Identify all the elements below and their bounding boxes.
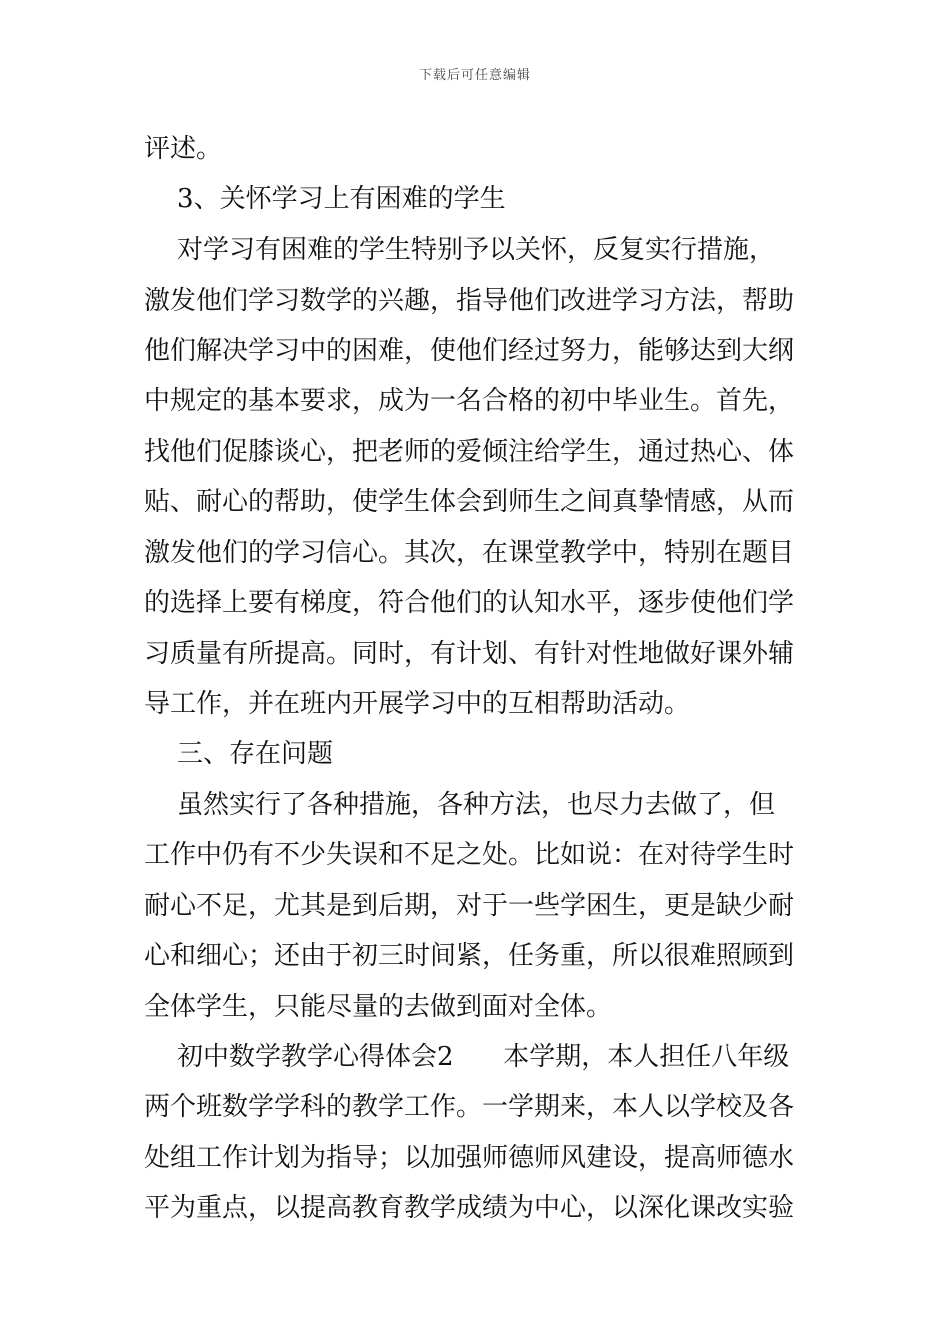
text-line: 平为重点，以提高教育教学成绩为中心，以深化课改实验 (144, 1193, 795, 1223)
text-line: 处组工作计划为指导；以加强师德师风建设，提高师德水 (144, 1143, 795, 1173)
text-line: 工作中仍有不少失误和不足之处。比如说：在对待学生时 (144, 840, 795, 870)
text-line: 心和细心；还由于初三时间紧，任务重，所以很难照顾到 (144, 941, 795, 971)
text-line: 激发他们学习数学的兴趣，指导他们改进学习方法，帮助 (144, 286, 795, 316)
text-line: 两个班数学学科的教学工作。一学期来，本人以学校及各 (144, 1092, 795, 1122)
text-line: 导工作，并在班内开展学习中的互相帮助活动。 (144, 689, 691, 719)
text-line: 中规定的基本要求，成为一名合格的初中毕业生。首先， (144, 386, 795, 416)
text-line: 耐心不足，尤其是到后期，对于一些学困生，更是缺少耐 (144, 891, 795, 921)
text-line: 激发他们的学习信心。其次，在课堂教学中，特别在题目 (144, 538, 795, 568)
text-line: 贴、耐心的帮助，使学生体会到师生之间真挚情感，从而 (144, 487, 795, 517)
text-line: 习质量有所提高。同时，有计划、有针对性地做好课外辅 (144, 639, 795, 669)
text-line: 评述。 (144, 134, 223, 164)
text-line: 的选择上要有梯度，符合他们的认知水平，逐步使他们学 (144, 588, 795, 618)
text-line: 找他们促膝谈心，把老师的爱倾注给学生，通过热心、体 (144, 437, 795, 467)
text-line: 虽然实行了各种措施，各种方法，也尽力去做了，但 (144, 790, 776, 820)
page-header: 下载后可任意编辑 (418, 68, 531, 83)
text-line: 对学习有困难的学生特别予以关怀，反复实行措施， (144, 235, 776, 265)
section-heading: 3、关怀学习上有困难的学生 (144, 184, 506, 214)
text-line: 全体学生，只能尽量的去做到面对全体。 (144, 992, 613, 1022)
text-line: 初中数学教学心得体会2 本学期，本人担任八年级 (144, 1042, 790, 1072)
text-line: 他们解决学习中的困难，使他们经过努力，能够达到大纲 (144, 336, 795, 366)
section-heading: 三、存在问题 (144, 739, 334, 769)
